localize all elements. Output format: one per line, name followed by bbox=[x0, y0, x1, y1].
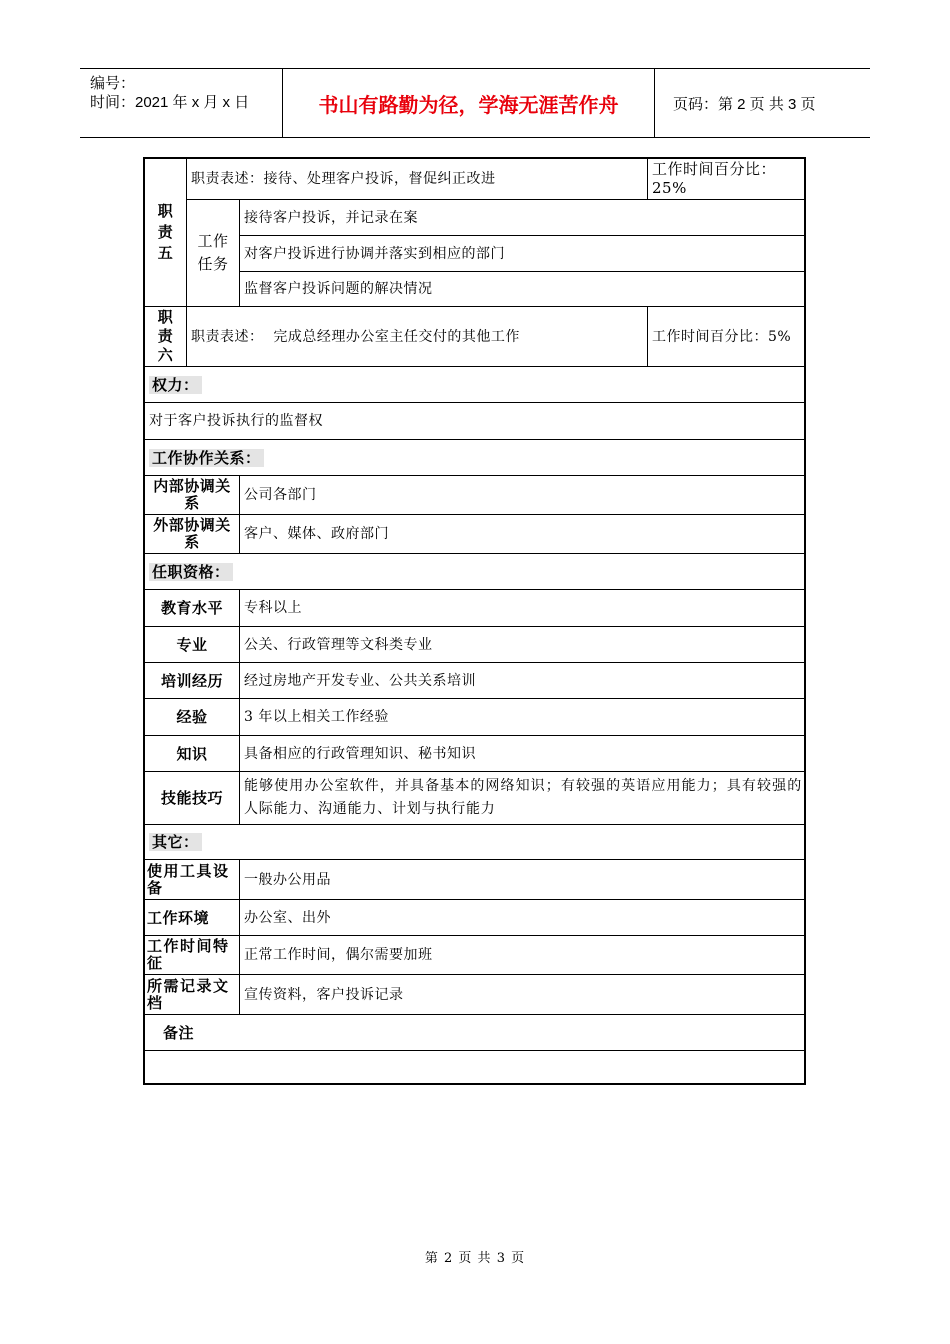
external-relation-label: 外部协调关系 bbox=[153, 516, 231, 551]
page-header bbox=[80, 68, 870, 138]
duty-5-description: 职责表述：接待、处理客户投诉，督促纠正改进 bbox=[191, 171, 496, 187]
qualification-label: 经验 bbox=[176, 708, 208, 726]
qualification-value: 能够使用办公室软件，并具备基本的网络知识；有较强的英语应用能力；具有较强的人际能力、沟通能力、计划与执行能力 bbox=[244, 778, 802, 817]
other-heading-cell bbox=[145, 825, 806, 859]
power-heading: 权力： bbox=[149, 376, 202, 394]
qualifications-heading: 任职资格： bbox=[149, 563, 233, 581]
qualification-label: 技能技巧 bbox=[160, 789, 223, 807]
qualification-label: 培训经历 bbox=[160, 671, 223, 690]
remarks-content[interactable] bbox=[145, 1051, 806, 1085]
qualification-value: 公关、行政管理等文科类专业 bbox=[244, 636, 433, 653]
power-heading-cell bbox=[145, 367, 806, 402]
external-relation-value: 客户、媒体、政府部门 bbox=[244, 526, 389, 542]
duty-6-time-percentage: 工作时间百分比：5% bbox=[652, 328, 792, 345]
page-number-text: 页码：第 2 页 共 3 页 bbox=[673, 95, 816, 113]
internal-relation-value: 公司各部门 bbox=[244, 487, 317, 503]
other-heading: 其它： bbox=[149, 833, 202, 851]
other-label: 工作时间特征 bbox=[147, 937, 230, 972]
other-value: 一般办公用品 bbox=[244, 871, 331, 888]
date-label: 时间：2021 年 x 月 x 日 bbox=[90, 94, 250, 111]
internal-relation-label: 内部协调关系 bbox=[153, 477, 231, 512]
duty-5-task-3: 监督客户投诉问题的解决情况 bbox=[244, 281, 433, 297]
relations-heading-cell bbox=[145, 440, 806, 475]
header-motto: 书山有路勤为径，学海无涯苦作舟 bbox=[283, 69, 655, 137]
job-description-table bbox=[143, 157, 806, 1085]
relations-heading: 工作协作关系： bbox=[149, 449, 264, 467]
qualification-value: 经过房地产开发专业、公共关系培训 bbox=[244, 672, 476, 689]
qualification-label: 知识 bbox=[176, 744, 208, 763]
header-page-number bbox=[665, 69, 870, 137]
other-label: 所需记录文档 bbox=[147, 976, 230, 1012]
other-value: 宣传资料，客户投诉记录 bbox=[244, 986, 404, 1003]
duty-5-task-label: 工作 任务 bbox=[197, 232, 229, 273]
header-info bbox=[80, 69, 283, 137]
qualification-label: 专业 bbox=[176, 635, 208, 654]
duty-6-description: 职责表述： 完成总经理办公室主任交付的其他工作 bbox=[191, 328, 520, 345]
qualification-value: 3 年以上相关工作经验 bbox=[244, 709, 389, 725]
duty-6-label: 职 责 六 bbox=[157, 308, 174, 364]
other-label: 使用工具设备 bbox=[147, 861, 230, 897]
duty-5-label: 职 责 五 bbox=[157, 202, 174, 262]
qualification-value: 专科以上 bbox=[244, 600, 302, 616]
qualification-value: 具备相应的行政管理知识、秘书知识 bbox=[244, 745, 476, 762]
other-value: 正常工作时间，偶尔需要加班 bbox=[244, 947, 433, 963]
qualification-label: 教育水平 bbox=[160, 599, 223, 617]
other-value: 办公室、出外 bbox=[244, 909, 331, 926]
other-label: 工作环境 bbox=[147, 908, 210, 927]
page-footer: 第 2 页 共 3 页 bbox=[424, 1251, 526, 1266]
duty-5-task-2: 对客户投诉进行协调并落实到相应的部门 bbox=[244, 245, 505, 262]
duty-5-task-1: 接待客户投诉，并记录在案 bbox=[244, 209, 418, 226]
power-text: 对于客户投诉执行的监督权 bbox=[149, 413, 323, 429]
document-number-label: 编号： bbox=[90, 75, 136, 92]
remarks-label: 备注 bbox=[163, 1023, 195, 1042]
duty-5-time-percentage: 工作时间百分比：25% bbox=[652, 160, 777, 197]
qualifications-heading-cell bbox=[145, 554, 806, 589]
